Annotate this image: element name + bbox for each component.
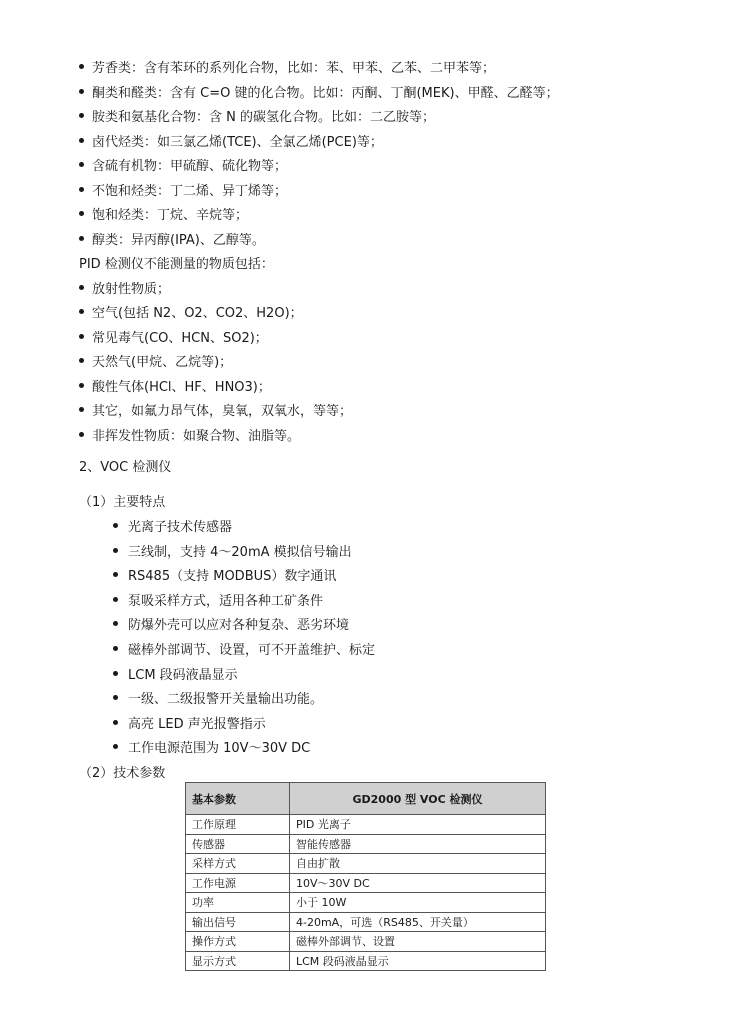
bullet-icon: [79, 285, 84, 290]
list-item: 其它，如氟力昂气体，臭氧，双氧水，等等；: [79, 400, 699, 425]
list-item: 泵吸采样方式，适用各种工矿条件: [113, 590, 673, 615]
list-item: 空气(包括 N2、O2、CO2、H2O)；: [79, 302, 699, 327]
list-item: 胺类和氨基化合物：含 N 的碳氢化合物。比如：二乙胺等；: [79, 106, 699, 131]
list-item: 不饱和烃类：丁二烯、异丁烯等；: [79, 180, 699, 205]
bullet-icon: [113, 720, 118, 725]
bullet-icon: [79, 187, 84, 192]
bullet-icon: [79, 309, 84, 314]
table-row: [186, 932, 546, 952]
section-title: 2、VOC 检测仪: [79, 460, 172, 475]
table-cell: 智能传感器: [290, 834, 546, 854]
table-cell: 操作方式: [186, 932, 290, 952]
bullet-icon: [113, 572, 118, 577]
not-measurable-heading: PID 检测仪不能测量的物质包括：: [79, 257, 274, 272]
list-item: 含硫有机物：甲硫醇、硫化物等；: [79, 155, 699, 180]
table-cell: 传感器: [186, 834, 290, 854]
feature-list: [113, 516, 673, 762]
bullet-icon: [79, 334, 84, 339]
table-row: [186, 854, 546, 874]
table-header-cell: 基本参数: [186, 783, 290, 815]
table-cell: 功率: [186, 893, 290, 913]
voc-type-list: [79, 57, 699, 449]
table-cell: 采样方式: [186, 854, 290, 874]
table-header-cell: GD2000 型 VOC 检测仪: [290, 783, 546, 815]
bullet-icon: [79, 113, 84, 118]
list-item: 磁棒外部调节、设置，可不开盖维护、标定: [113, 639, 673, 664]
list-item: 工作电源范围为 10V～30V DC: [113, 737, 673, 762]
table-cell: 小于 10W: [290, 893, 546, 913]
table-row: [186, 893, 546, 913]
list-item: 天然气(甲烷、乙烷等)；: [79, 351, 699, 376]
list-item: 醇类：异丙醇(IPA)、乙醇等。: [79, 229, 699, 254]
table-row: [186, 815, 546, 835]
list-item: 光离子技术传感器: [113, 516, 673, 541]
list-item: 芳香类：含有苯环的系列化合物，比如：苯、甲苯、乙苯、二甲苯等；: [79, 57, 699, 82]
params-heading: （2）技术参数: [79, 766, 166, 781]
bullet-icon: [79, 89, 84, 94]
table-header-row: [186, 783, 546, 815]
list-item: 酮类和醛类：含有 C=O 键的化合物。比如：丙酮、丁酮(MEK)、甲醛、乙醛等；: [79, 82, 699, 107]
bullet-icon: [113, 548, 118, 553]
bullet-icon: [113, 695, 118, 700]
bullet-icon: [113, 744, 118, 749]
bullet-icon: [79, 432, 84, 437]
bullet-icon: [79, 64, 84, 69]
bullet-icon: [113, 597, 118, 602]
bullet-icon: [79, 162, 84, 167]
table-cell: 10V～30V DC: [290, 873, 546, 893]
bullet-icon: [113, 646, 118, 651]
list-item: LCM 段码液晶显示: [113, 664, 673, 689]
bullet-icon: [113, 523, 118, 528]
bullet-icon: [79, 358, 84, 363]
table-row: [186, 951, 546, 971]
bullet-icon: [79, 138, 84, 143]
list-item: 放射性物质；: [79, 278, 699, 303]
list-item: 高亮 LED 声光报警指示: [113, 713, 673, 738]
table-cell: 工作原理: [186, 815, 290, 835]
list-item: 非挥发性物质：如聚合物、油脂等。: [79, 425, 699, 450]
list-item: 防爆外壳可以应对各种复杂、恶劣环境: [113, 614, 673, 639]
list-item: 一级、二级报警开关量输出功能。: [113, 688, 673, 713]
table-row: [186, 912, 546, 932]
table-row: [186, 873, 546, 893]
bullet-icon: [79, 383, 84, 388]
table-cell: 工作电源: [186, 873, 290, 893]
list-item: 酸性气体(HCl、HF、HNO3)；: [79, 376, 699, 401]
bullet-icon: [79, 211, 84, 216]
table-cell: 自由扩散: [290, 854, 546, 874]
table-cell: 磁棒外部调节、设置: [290, 932, 546, 952]
bullet-icon: [113, 621, 118, 626]
table-cell: 显示方式: [186, 951, 290, 971]
table-cell: 输出信号: [186, 912, 290, 932]
table-row: [186, 834, 546, 854]
list-item: 卤代烃类：如三氯乙烯(TCE)、全氯乙烯(PCE)等；: [79, 131, 699, 156]
spec-table: [185, 782, 546, 971]
list-item: RS485（支持 MODBUS）数字通讯: [113, 565, 673, 590]
table-cell: PID 光离子: [290, 815, 546, 835]
bullet-icon: [79, 407, 84, 412]
list-item: 常见毒气(CO、HCN、SO2)；: [79, 327, 699, 352]
table-cell: 4-20mA，可选（RS485、开关量）: [290, 912, 546, 932]
bullet-icon: [113, 671, 118, 676]
table-cell: LCM 段码液晶显示: [290, 951, 546, 971]
bullet-icon: [79, 236, 84, 241]
list-item: 饱和烃类：丁烷、辛烷等；: [79, 204, 699, 229]
list-item: 三线制，支持 4～20mA 模拟信号输出: [113, 541, 673, 566]
features-heading: （1）主要特点: [79, 495, 166, 510]
